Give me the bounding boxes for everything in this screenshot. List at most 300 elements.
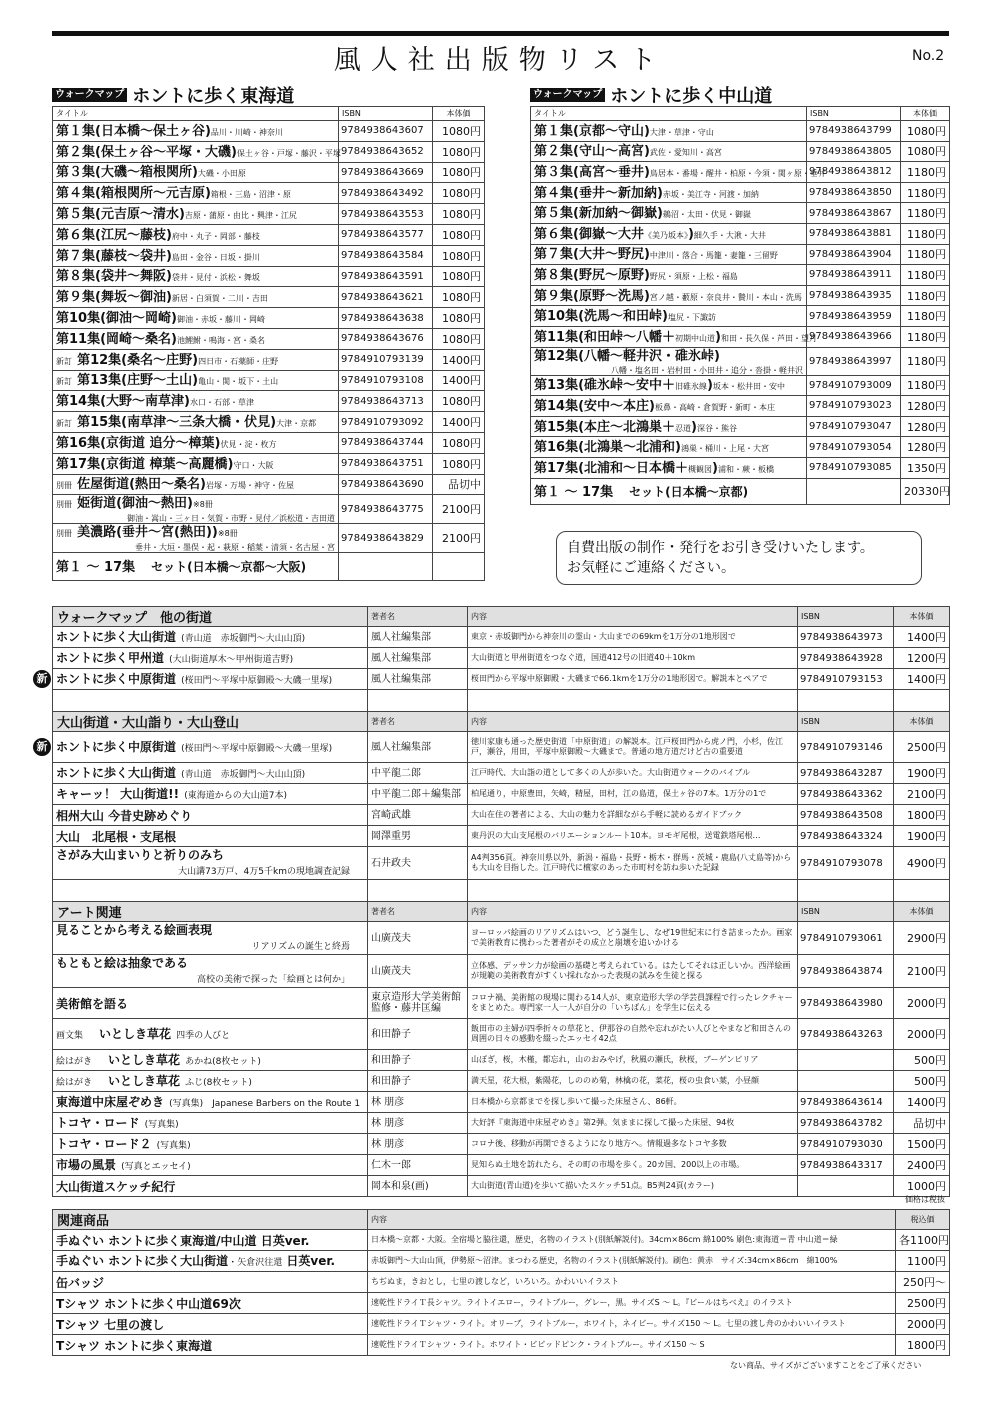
content-cell [468, 847, 798, 880]
goods-name-cell [53, 1314, 368, 1335]
isbn-cell [798, 955, 894, 988]
empty-cell [368, 880, 468, 902]
empty-cell [53, 690, 368, 712]
edition-prefix: 別冊 [56, 500, 72, 510]
volume-name: 第13集(碓氷峠〜安中＋ [534, 378, 676, 394]
isbn-cell [807, 437, 901, 458]
edition-prefix: 新訂 [56, 377, 72, 387]
tokaido-row [53, 204, 485, 225]
stations: 大津・京都 [276, 419, 317, 429]
isbn: 9784910793030 [800, 1138, 883, 1150]
price-cell [894, 732, 950, 763]
nakasendo-row [531, 244, 950, 265]
isbn: 9784938643287 [800, 767, 883, 779]
price: 1180円 [907, 268, 946, 282]
goods-content: ちぢぬま，きおとし，七里の渡しなど，いろいろ。かわいいイラスト [371, 1277, 619, 1286]
stations: 板鼻・高崎・倉賀野・新町・本庄 [654, 402, 775, 412]
volume-name: 第13集(庄野〜土山) [77, 373, 199, 389]
nakasendo-row [531, 437, 950, 458]
title-cell [53, 524, 339, 553]
isbn: 9784938643997 [809, 355, 892, 367]
title-cell [531, 306, 807, 327]
isbn-cell [339, 141, 433, 162]
book-title: トコヤ・ロード２ [56, 1136, 152, 1151]
tokaido-row [53, 349, 485, 370]
art-header-row [53, 902, 950, 922]
book-row [53, 1113, 950, 1134]
price: 1280円 [907, 441, 946, 455]
price: 1080円 [442, 228, 481, 242]
col-isbn: ISBN [798, 712, 894, 732]
price: 2100円 [442, 503, 481, 517]
price-cell [433, 245, 485, 266]
isbn-cell [798, 988, 894, 1019]
title-cell [53, 183, 339, 204]
volume-tail: ) [691, 419, 697, 435]
price-cell [894, 805, 950, 826]
isbn: 9784910793023 [809, 400, 892, 412]
book-subtitle: (東海道からの大山道7本) [184, 790, 287, 801]
stations: 大磯・小田原 [197, 169, 246, 179]
tokaido-header-row [53, 107, 485, 121]
isbn: 9784910793047 [809, 421, 892, 433]
catalog-table [36, 606, 950, 1197]
title-cell [53, 826, 368, 847]
price: 1080円 [442, 312, 481, 326]
isbn-cell [807, 285, 901, 306]
isbn-cell [339, 412, 433, 433]
isbn-cell [339, 266, 433, 287]
title-cell [53, 224, 339, 245]
price: 1280円 [907, 399, 946, 413]
title-cell [53, 204, 339, 225]
book-row [53, 922, 950, 955]
price: 2500円 [907, 741, 946, 754]
author-cell [368, 988, 468, 1019]
price-cell [433, 266, 485, 287]
isbn: 9784938643614 [800, 1096, 883, 1108]
callout-line-2: お気軽にご連絡ください。 [567, 560, 735, 576]
author: 風人社編集部 [371, 741, 431, 753]
price-cell [901, 347, 950, 375]
isbn-cell [339, 432, 433, 453]
isbn-cell [339, 524, 433, 553]
volume-name: 第14集(大野〜南草津) [56, 394, 190, 410]
book-title: ホントに歩く大山街道 [56, 629, 177, 644]
stations: 深谷・熊谷 [697, 423, 737, 433]
series-prefix: 画文集 [56, 1030, 84, 1041]
book-title: 見ることから考える絵画表現 [56, 923, 213, 937]
nakasendo-row [531, 182, 950, 203]
goods-row [53, 1314, 950, 1335]
volume-tail: ) [687, 226, 694, 242]
nakasendo-row [531, 326, 950, 347]
edition-prefix: 別冊 [56, 481, 72, 491]
author: 仁木一郎 [371, 1159, 411, 1171]
empty-cell [798, 690, 894, 712]
book-row [53, 627, 950, 648]
nakasendo-heading [530, 82, 772, 108]
title-cell [531, 437, 807, 458]
stations: 御油・赤坂・藤川・岡崎 [176, 315, 265, 325]
book-title: いとしき草花 [108, 1052, 181, 1067]
title-cell [36, 732, 368, 763]
isbn-cell [798, 1019, 894, 1050]
price-cell [433, 495, 485, 524]
isbn: 9784910793108 [341, 374, 424, 386]
isbn-cell [798, 732, 894, 763]
title-cell [531, 375, 807, 396]
new-badge: 新 [33, 738, 51, 756]
author: 林 朋彦 [371, 1138, 405, 1150]
content: A4判356頁。神奈川県以外，新潟・福島・長野・栃木・群馬・茨城・鹿島(八丈島等)からも大山を目指した。江戸時代に檀家のあった市町村を訪ね歩いた記録 [471, 853, 792, 872]
isbn: 9784910793078 [800, 857, 883, 869]
stations: 岩塚・万場・神守・佐屋 [205, 481, 294, 491]
price-cell [901, 265, 950, 286]
page-title: 風人社出版物リスト [333, 45, 667, 76]
price: 2000円 [907, 997, 946, 1010]
tokaido-row [53, 432, 485, 453]
price-cell [901, 478, 950, 504]
price-cell [901, 285, 950, 306]
col-content: 内容 [468, 902, 798, 922]
isbn: 9784938643799 [809, 125, 892, 137]
price: 500円 [914, 1075, 946, 1088]
tokaido-row [53, 287, 485, 308]
content-cell [468, 732, 798, 763]
isbn-cell [807, 223, 901, 244]
price-cell [894, 763, 950, 784]
goods-name: 手ぬぐい ホントに歩く大山街道 [56, 1253, 229, 1268]
col-price: 本体価 [894, 607, 950, 627]
title-cell [53, 412, 339, 433]
nakasendo-row [531, 457, 950, 478]
tokaido-extra-row [53, 524, 485, 553]
tokaido-row [53, 474, 485, 495]
nakasendo-row [531, 285, 950, 306]
price: 1080円 [442, 436, 481, 450]
goods-row [53, 1251, 950, 1272]
col-content: 内容 [468, 607, 798, 627]
price-cell [894, 784, 950, 805]
volume-tail: ) [715, 329, 721, 345]
content-cell [468, 1155, 798, 1176]
goods-name-cell [53, 1272, 368, 1293]
isbn: 9784938643584 [341, 250, 424, 262]
stations-line [56, 540, 335, 552]
goods-row [53, 1272, 950, 1293]
content-cell [468, 1113, 798, 1134]
price: 1080円 [442, 291, 481, 305]
tokaido-title: ホントに歩く東海道 [132, 86, 295, 107]
route-note: 槻観図 [688, 464, 713, 474]
stations: 武佐・愛知川・高宮 [649, 148, 722, 158]
price-cell [894, 988, 950, 1019]
subtitle-line [56, 862, 364, 879]
title-cell [53, 1050, 368, 1071]
price-cell [901, 141, 950, 162]
goods-content: 速乾性ドライＴシャツ・ライト。ホワイト・ビビッドピンク・ライトブルー。サイズ150 〜 S [371, 1340, 705, 1349]
goods-content: 速乾性ドライＴ長シャツ。ライトイエロー，ライトブルー，グレー，黒。サイズS 〜 L。『ビールはちべえ』のイラスト [371, 1298, 793, 1307]
nakasendo-row [531, 203, 950, 224]
other-roads-heading-text: ウォークマップ 他の街道 [57, 611, 212, 626]
book-subtitle: (写真集) [144, 1119, 179, 1130]
col-author: 著者名 [368, 902, 468, 922]
price-cell [901, 437, 950, 458]
goods-price: 2500円 [907, 1297, 946, 1310]
price-cell [901, 375, 950, 396]
volume-name: 第６集(御嶽〜大井 [534, 226, 644, 242]
goods-name: Tシャツ ホントに歩く東海道 [56, 1338, 213, 1353]
book-title: ホントに歩く甲州道 [56, 650, 165, 665]
title-cell [53, 308, 339, 329]
content: 満天星，花大根，紫陽花，しののめ菊，林檎の花，菜花，桜の虫食い葉，小昼顔 [471, 1076, 759, 1085]
price-cell [901, 162, 950, 183]
price: 1080円 [442, 145, 481, 159]
author-cell [368, 1155, 468, 1176]
title-cell [531, 396, 807, 417]
volume-name: 第７集(大井〜野尻) [534, 247, 650, 263]
isbn-cell [798, 627, 894, 648]
author-cell [368, 1176, 468, 1197]
title-cell [53, 287, 339, 308]
col-price: 本体価 [894, 712, 950, 732]
isbn: 9784938643317 [800, 1159, 883, 1171]
book-title: 東海道中床屋ぞめき [56, 1094, 165, 1109]
isbn-cell [339, 121, 433, 142]
volume-name: 第10集(御油〜岡崎) [56, 311, 177, 327]
isbn: 9784938643362 [800, 788, 883, 800]
isbn-cell [339, 349, 433, 370]
stations: 府中・丸子・岡部・藤枝 [171, 231, 260, 241]
price-cell [901, 457, 950, 478]
goods-name-cell [53, 1335, 368, 1356]
empty-cell [53, 880, 368, 902]
route-note: 忍道 [675, 423, 692, 433]
price: 1180円 [907, 248, 946, 262]
title-cell [53, 627, 368, 648]
stations: 赤坂・美江寺・河渡・加納 [662, 189, 759, 199]
volume-note: ※8冊 [192, 500, 213, 510]
goods-price: 各1100円 [899, 1234, 949, 1247]
isbn-cell [798, 1134, 894, 1155]
author: 風人社編集部 [371, 652, 431, 664]
isbn-cell [339, 162, 433, 183]
tokaido-extra-row [53, 495, 485, 524]
isbn: 9784910793085 [809, 462, 892, 474]
empty-cell [798, 880, 894, 902]
goods-name-cell [53, 1230, 368, 1251]
goods-table [52, 1209, 950, 1356]
edition-prefix: 別冊 [56, 529, 72, 539]
goods-content: 日本橋〜京都・大阪。全宿場と脇往還，歴史，名物のイラスト(別紙解説付)。34cm×86cm 綿100% 刷色:東海道＝青 中山道＝緑 [371, 1235, 838, 1244]
col-isbn: ISBN [798, 607, 894, 627]
price: 1080円 [907, 124, 946, 138]
stations: 守口・大阪 [233, 460, 274, 470]
author-cell [368, 732, 468, 763]
price: 品切中 [448, 478, 481, 492]
isbn: 9784938643591 [341, 270, 424, 282]
volume-name: 第８集(野尻〜原野) [534, 267, 650, 283]
route-note: 初期中山道 [675, 333, 716, 343]
col-price: 本体価 [901, 107, 950, 121]
goods-price-cell [896, 1251, 950, 1272]
book-title: ホントに歩く大山街道 [56, 765, 177, 780]
price-cell [894, 1019, 950, 1050]
nakasendo-row [531, 162, 950, 183]
price: 2400円 [907, 1159, 946, 1172]
author-cell [368, 1019, 468, 1050]
volume-name: 第２集(守山〜高宮) [534, 144, 650, 160]
content-cell [468, 955, 798, 988]
price: 1080円 [442, 124, 481, 138]
price: 500円 [914, 1054, 946, 1067]
isbn: 9784938643959 [809, 310, 892, 322]
tokaido-row [53, 245, 485, 266]
book-row [53, 1071, 950, 1092]
isbn: 9784938643775 [341, 503, 424, 515]
isbn: 9784938643324 [800, 830, 883, 842]
book-row [53, 805, 950, 826]
price-cell [433, 141, 485, 162]
title-cell [531, 121, 807, 142]
content-cell [468, 1092, 798, 1113]
isbn: 9784938643577 [341, 229, 424, 241]
book-title: 大山街道スケッチ紀行 [56, 1179, 176, 1194]
empty-cell [894, 690, 950, 712]
tokaido-row [53, 141, 485, 162]
title-cell [53, 370, 339, 391]
nakasendo-row [531, 396, 950, 417]
book-subtitle: 四季の人びと [176, 1030, 231, 1041]
isbn-cell [798, 1176, 894, 1197]
goods-row [53, 1293, 950, 1314]
book-row [53, 1176, 950, 1197]
stations: 鴻巣・桶川・上尾・大宮 [680, 444, 769, 454]
content-cell [468, 826, 798, 847]
price: 1400円 [442, 416, 481, 430]
isbn: 9784910793153 [800, 673, 883, 685]
isbn-cell [339, 287, 433, 308]
author: 風人社編集部 [371, 631, 431, 643]
stations: 鵜沼・太田・伏見・御嶽 [662, 210, 751, 220]
volume-name: 第９集(原野〜洗馬) [534, 288, 650, 304]
content-cell [468, 784, 798, 805]
price: 1180円 [907, 310, 946, 324]
isbn-cell [807, 326, 901, 347]
tokaido-set-row [53, 553, 485, 581]
isbn-cell [807, 203, 901, 224]
goods-name: 手ぬぐい ホントに歩く東海道/中山道 日英ver. [56, 1233, 310, 1248]
isbn-cell [798, 847, 894, 880]
goods-price: 1800円 [907, 1339, 946, 1352]
volume-name: 佐屋街道(熱田〜桑名) [77, 477, 206, 493]
book-row [53, 1019, 950, 1050]
book-title: 美術館を語る [56, 996, 129, 1011]
stations: 坂本・松井田・安中 [713, 382, 785, 392]
art-heading-text: アート関連 [57, 906, 122, 921]
goods-content: 速乾性ドライＴシャツ・ライト。オリーブ，ライトブルー，ホワイト，ネイビー。サイズ150 〜 L。七里の渡し舟のかわいいイラスト [371, 1319, 846, 1328]
author: 宮崎武雄 [371, 809, 411, 821]
isbn: 9784938643881 [809, 228, 892, 240]
stations: 亀山・関・坂下・土山 [198, 377, 279, 387]
content: 立体感、デッサン力が絵画の基礎と考えられている。はたしてそれは正しいか。西洋絵画が規範の美術教育がすくい採れなかった表現の試みを生徒と探る [471, 961, 791, 980]
goods-content: 赤坂御門〜大山山頂，伊勢原〜沼津。まつわる歴史，名物のイラスト(別紙解説付)。刷色：黄赤 サイズ:34cm×86cm 綿100% [371, 1256, 838, 1265]
walkmap-badge: ウォークマップ [52, 88, 127, 102]
price-cell [894, 1134, 950, 1155]
stations-line [56, 511, 335, 523]
price: 1400円 [907, 1096, 946, 1109]
content: 大好評『東海道中床屋ぞめき』第2弾。気ままに探して撮った床屋、94枚 [471, 1118, 735, 1127]
price: 1080円 [442, 457, 481, 471]
volume-name: 第11集(岡崎〜桑名) [56, 331, 177, 347]
col-title: タイトル [531, 107, 807, 121]
isbn: 9784938643690 [341, 478, 424, 490]
goods-content-cell [368, 1251, 896, 1272]
author: 和田静子 [371, 1028, 411, 1040]
tokaido-row [53, 328, 485, 349]
isbn-cell [807, 265, 901, 286]
nakasendo-header-row [531, 107, 950, 121]
volume-name: 第９集(舞坂〜御油) [56, 290, 172, 306]
price: 2100円 [907, 965, 946, 978]
goods-content-cell [368, 1272, 896, 1293]
stations: 宮ノ越・藪原・奈良井・贄川・本山・洗馬 [649, 292, 802, 302]
author: 和田静子 [371, 1054, 411, 1066]
goods-row [53, 1335, 950, 1356]
book-subtitle: (大山街道厚木〜甲州街道吉野) [169, 654, 294, 665]
tax-note: 価格は税抜 [905, 1195, 945, 1204]
route-note: 旧碓氷線 [675, 382, 708, 392]
isbn: 9784938643652 [341, 146, 424, 158]
isbn: 9784938643966 [809, 331, 892, 343]
price-cell [433, 308, 485, 329]
book-row [53, 669, 950, 690]
title-cell [531, 162, 826, 183]
title-cell [53, 1092, 368, 1113]
isbn: 9784910793146 [800, 741, 883, 753]
isbn: 9784910793139 [341, 354, 424, 366]
goods-price-cell [896, 1293, 950, 1314]
title-cell [531, 326, 817, 347]
isbn: 9784938643782 [800, 1117, 883, 1129]
price: 1280円 [907, 420, 946, 434]
isbn-cell [798, 1155, 894, 1176]
price: 1180円 [907, 289, 946, 303]
isbn-cell [807, 306, 901, 327]
volume-name: 第４集(箱根関所〜元吉原) [56, 186, 211, 202]
price: 1080円 [442, 166, 481, 180]
isbn-cell [807, 375, 901, 396]
stations: 和田・長久保・芦田・望月 [721, 333, 817, 343]
isbn-cell [339, 224, 433, 245]
book-row [53, 732, 950, 763]
price: 1080円 [442, 395, 481, 409]
book-row [53, 955, 950, 988]
col-content: 内容 [368, 1210, 896, 1230]
title-cell [531, 244, 807, 265]
book-row [53, 847, 950, 880]
nakasendo-table [530, 106, 950, 505]
content: 桜田門から平塚中原御殿・大磯まで66.1kmを1万分の1地形図で。解説本とペアで [471, 674, 768, 683]
price-cell [433, 287, 485, 308]
author: 中平龍二郎＋編集部 [371, 788, 461, 800]
isbn: 9784938643638 [341, 312, 424, 324]
book-subtitle: 高校の美術で探った「絵画とは何か」 [196, 975, 350, 985]
content-cell [468, 805, 798, 826]
stations: 八幡・塩名田・岩村田・小田井・追分・沓掛・軽井沢 [611, 365, 803, 375]
price: 1000円 [907, 1180, 946, 1193]
